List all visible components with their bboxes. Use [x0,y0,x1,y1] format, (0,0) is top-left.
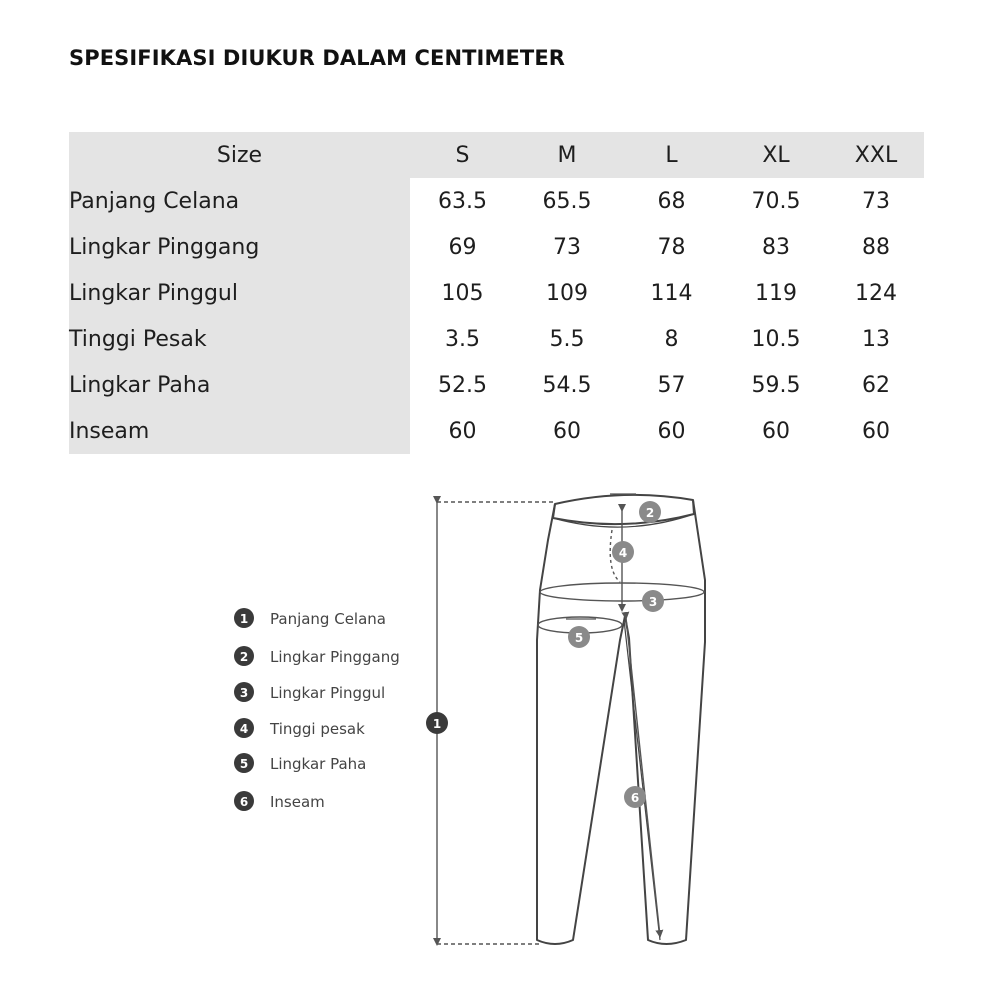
legend-number: 4 [239,722,249,736]
table-cell: 114 [619,270,724,316]
legend-label: Inseam [270,793,325,811]
table-cell: 60 [515,408,619,454]
table-cell: 5.5 [515,316,619,362]
page-title: SPESIFIKASI DIUKUR DALAM CENTIMETER [69,46,566,70]
table-cell: 78 [619,224,724,270]
table-cell: 62 [828,362,924,408]
size-header-m: M [515,132,619,178]
marker-number: 4 [618,546,628,560]
legend-item [234,608,386,628]
legend-number: 2 [239,650,249,664]
table-cell: 109 [515,270,619,316]
table-cell: 60 [724,408,828,454]
legend-number: 5 [239,757,249,771]
size-header-s: S [410,132,515,178]
row-label: Panjang Celana [69,178,410,224]
legend-number: 3 [239,686,249,700]
measurement-guides [437,494,704,944]
table-row [69,362,924,408]
size-header-xxl: XXL [828,132,924,178]
inseam-measure-line [626,618,660,936]
table-row [69,408,924,454]
table-row [69,178,924,224]
legend-item [234,718,365,738]
marker-rise [612,541,634,563]
legend-item [234,753,366,773]
marker-number: 2 [645,506,655,520]
table-cell: 59.5 [724,362,828,408]
size-header-xl: XL [724,132,828,178]
marker-length [426,712,448,734]
marker-number: 1 [432,717,442,731]
table-cell: 60 [619,408,724,454]
row-label: Lingkar Pinggang [69,224,410,270]
marker-inseam [624,786,646,808]
legend-label: Lingkar Pinggang [270,648,400,666]
marker-number: 3 [648,595,658,609]
table-cell: 60 [410,408,515,454]
table-row [69,270,924,316]
marker-hip [642,590,664,612]
table-row [69,224,924,270]
table-cell: 73 [828,178,924,224]
pants-outline [537,500,705,944]
table-cell: 3.5 [410,316,515,362]
row-label: Lingkar Pinggul [69,270,410,316]
table-cell: 124 [828,270,924,316]
size-chart-table [69,132,924,454]
row-label: Tinggi Pesak [69,316,410,362]
legend-item [234,791,325,811]
row-label: Lingkar Paha [69,362,410,408]
measurement-diagram [0,470,1000,970]
table-cell: 119 [724,270,828,316]
table-cell: 10.5 [724,316,828,362]
marker-number: 5 [574,631,584,645]
diagram-legend [234,608,400,811]
table-cell: 63.5 [410,178,515,224]
table-cell: 105 [410,270,515,316]
legend-label: Tinggi pesak [270,720,365,738]
row-label: Inseam [69,408,410,454]
legend-label: Lingkar Pinggul [270,684,386,702]
legend-label: Panjang Celana [270,610,386,628]
marker-number: 6 [630,791,640,805]
size-header-label: Size [69,132,410,178]
table-cell: 65.5 [515,178,619,224]
table-cell: 57 [619,362,724,408]
table-cell: 8 [619,316,724,362]
table-row [69,316,924,362]
table-cell: 73 [515,224,619,270]
table-cell: 68 [619,178,724,224]
table-header-row [69,132,924,178]
table-cell: 60 [828,408,924,454]
table-cell: 70.5 [724,178,828,224]
legend-number: 1 [239,612,249,626]
table-cell: 83 [724,224,828,270]
marker-waist [639,501,661,523]
legend-number: 6 [239,795,249,809]
size-header-l: L [619,132,724,178]
table-cell: 52.5 [410,362,515,408]
table-cell: 69 [410,224,515,270]
marker-thigh [568,626,590,648]
table-cell: 88 [828,224,924,270]
legend-item [234,646,400,666]
table-cell: 13 [828,316,924,362]
table-cell: 54.5 [515,362,619,408]
legend-item [234,682,385,702]
legend-label: Lingkar Paha [270,755,367,773]
